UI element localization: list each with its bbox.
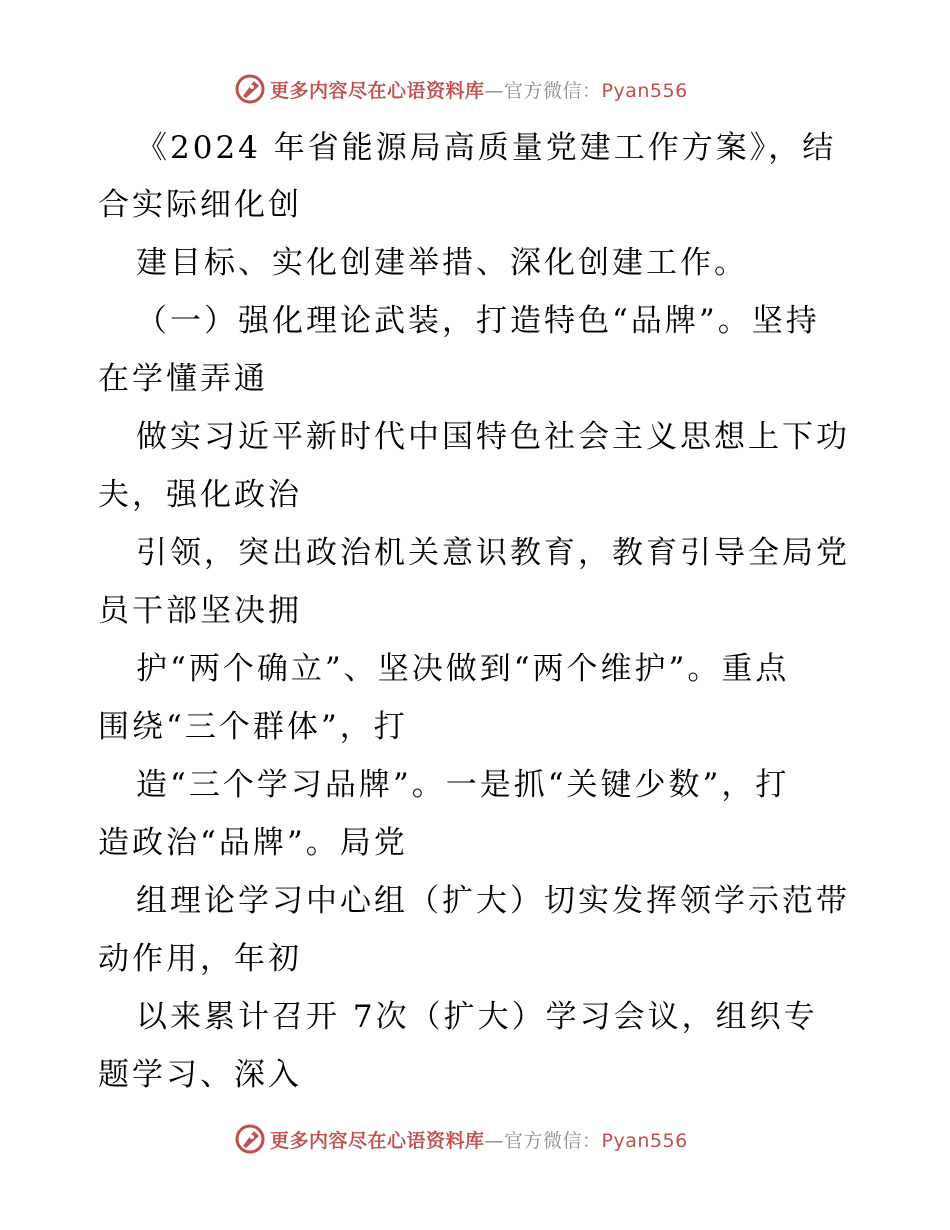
text-line: 动作用，年初 (98, 941, 302, 977)
header-banner (0, 70, 950, 110)
text-line: （一）强化理论武装，打造特色“品牌”。坚持 (136, 303, 820, 339)
banner-dash: — (484, 1130, 505, 1152)
text-line: 造“三个学习品牌”。一是抓“关键少数”，打 (136, 767, 790, 803)
banner-wechat-id: Pyan556 (601, 80, 688, 102)
banner-dash: — (484, 80, 505, 102)
text-line: 《2024 年省能源局高质量党建工作方案》，结 (136, 130, 837, 166)
text-line: 合实际细化创 (98, 187, 302, 223)
text-line: 题学习、深入 (98, 1057, 302, 1093)
text-line: 组理论学习中心组（扩大）切实发挥领学示范带 (136, 883, 850, 919)
text-line: 护“两个确立”、坚决做到“两个维护”。重点 (136, 651, 790, 687)
text-line: 在学懂弄通 (98, 361, 268, 397)
text-line: 以来累计召开 7次（扩大）学习会议，组织专 (136, 999, 818, 1035)
banner-site: 更多内容尽在心语资料库 (270, 1130, 485, 1152)
banner-text (270, 1126, 688, 1153)
footer-banner (0, 1120, 950, 1160)
banner-wechat-label: 官方微信： (504, 80, 602, 102)
text-line: 造政治“品牌”。局党 (98, 825, 408, 861)
text-line: 员干部坚决拥 (98, 593, 302, 629)
text-line: 围绕“三个群体”，打 (98, 709, 408, 745)
banner-wechat-label: 官方微信： (504, 1130, 602, 1152)
banner-site: 更多内容尽在心语资料库 (270, 80, 485, 102)
text-line: 建目标、实化创建举措、深化创建工作。 (136, 245, 748, 281)
text-line: 夫，强化政治 (98, 477, 302, 513)
banner-wechat-id: Pyan556 (601, 1130, 688, 1152)
text-line: 做实习近平新时代中国特色社会主义思想上下功 (136, 419, 850, 455)
pen-nib-seal-icon (234, 1123, 266, 1155)
banner-text (270, 76, 688, 103)
pen-nib-seal-icon (234, 73, 266, 105)
text-line: 引领，突出政治机关意识教育，教育引导全局党 (136, 535, 850, 571)
